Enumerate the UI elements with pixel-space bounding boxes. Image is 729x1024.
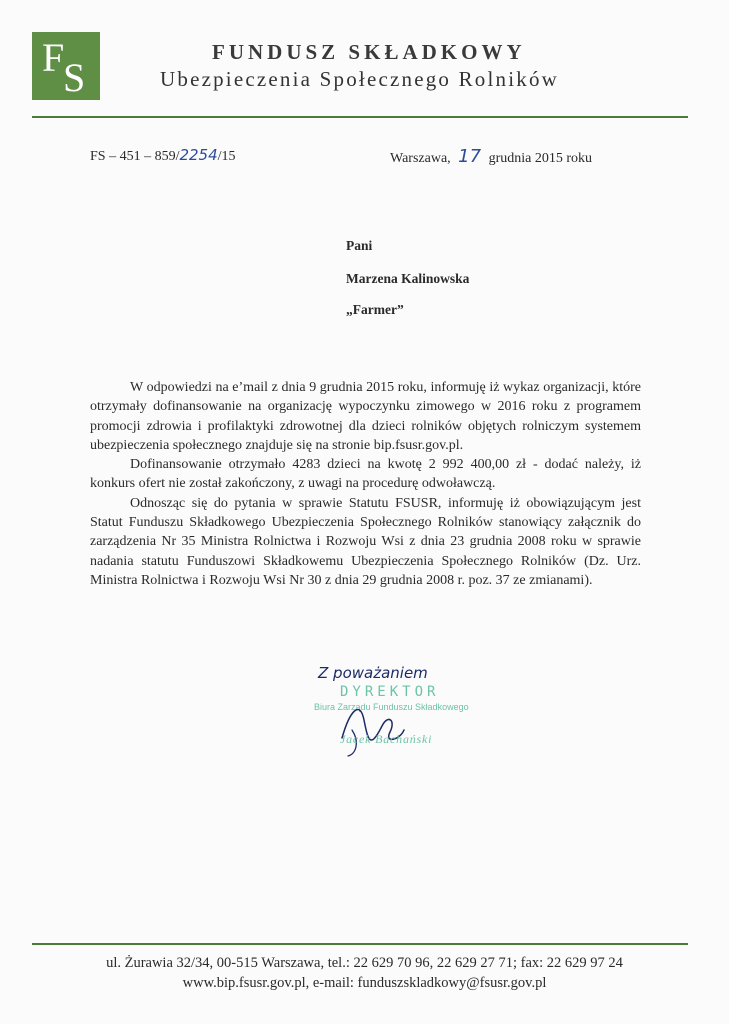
reference-number bbox=[90, 146, 236, 165]
date-rest: grudnia 2015 roku bbox=[488, 151, 593, 166]
footer-divider bbox=[32, 943, 688, 945]
logo-letter-s: S bbox=[63, 55, 86, 100]
stamp-name: Jacek Bachański bbox=[340, 732, 433, 746]
body-paragraph: Dofinansowanie otrzymało 4283 dzieci na kwotę 2 992 400,00 zł - dodać należy, iż konkurs ofert nie został zakończony, z uwagi na procedurę odwoławczą. bbox=[90, 457, 641, 492]
recipient-salutation: Pani bbox=[346, 238, 373, 253]
stamp-subtitle: Biura Zarządu Funduszu Składkowego bbox=[314, 702, 469, 712]
reference-handwritten-number: 2254 bbox=[179, 146, 218, 164]
handwritten-closing: Z poważaniem bbox=[318, 664, 428, 682]
date-place: Warszawa, bbox=[390, 151, 451, 166]
stamp-title: DYREKTOR bbox=[340, 684, 440, 700]
footer-web-email: www.bip.fsusr.gov.pl, e-mail: funduszskladkowy@fsusr.gov.pl bbox=[182, 975, 547, 991]
footer-address: ul. Żurawia 32/34, 00-515 Warszawa, tel.: 22 629 70 96, 22 629 27 71; fax: 22 629 97 24 bbox=[106, 955, 623, 971]
recipient-name: Marzena Kalinowska bbox=[346, 271, 470, 286]
letter-date bbox=[390, 146, 592, 167]
body-paragraph: Odnosząc się do pytania w sprawie Statutu FSUSR, informuję iż obowiązującym jest Statut Funduszu Składkowego Ubezpieczenia Społecznego Rolników stanowiący załącznik do zarządzenia Nr 35 Ministra Rolnictwa i Rozwoju Wsi z dnia 23 grudnia 2008 roku w sprawie nadania statutu Funduszowi Składkowemu Ubezpieczenia Społecznego Rolników (Dz. Urz. Ministra Rolnictwa i Rozwoju Wsi Nr 30 z dnia 29 grudnia 2008 r. poz. 37 ze zmianami). bbox=[90, 495, 641, 588]
org-name-line2: Ubezpieczenia Społecznego Rolników bbox=[160, 67, 560, 91]
header-divider bbox=[32, 116, 688, 118]
date-handwritten-day: 17 bbox=[458, 146, 482, 167]
fs-logo bbox=[32, 32, 100, 100]
org-name-line1: FUNDUSZ SKŁADKOWY bbox=[212, 40, 526, 64]
reference-suffix: /15 bbox=[217, 149, 236, 164]
body-paragraph: W odpowiedzi na e’mail z dnia 9 grudnia 2015 roku, informuję iż wykaz organizacji, które otrzymały dofinansowanie na organizację wypoczynku zimowego w 2016 roku z programem promocji zdrowia i profilaktyki zdrowotnej dla dzieci rolników objętych rolniczym systemem ubezpieczenia społecznego znajduje się na stronie bip.fsusr.gov.pl. bbox=[90, 380, 641, 453]
handwritten-signature bbox=[330, 690, 410, 760]
recipient-organization: „Farmer” bbox=[346, 302, 404, 317]
logo-letter-f: F bbox=[42, 35, 65, 80]
letter-body bbox=[90, 378, 641, 590]
reference-prefix: FS – 451 – 859/ bbox=[90, 149, 180, 164]
